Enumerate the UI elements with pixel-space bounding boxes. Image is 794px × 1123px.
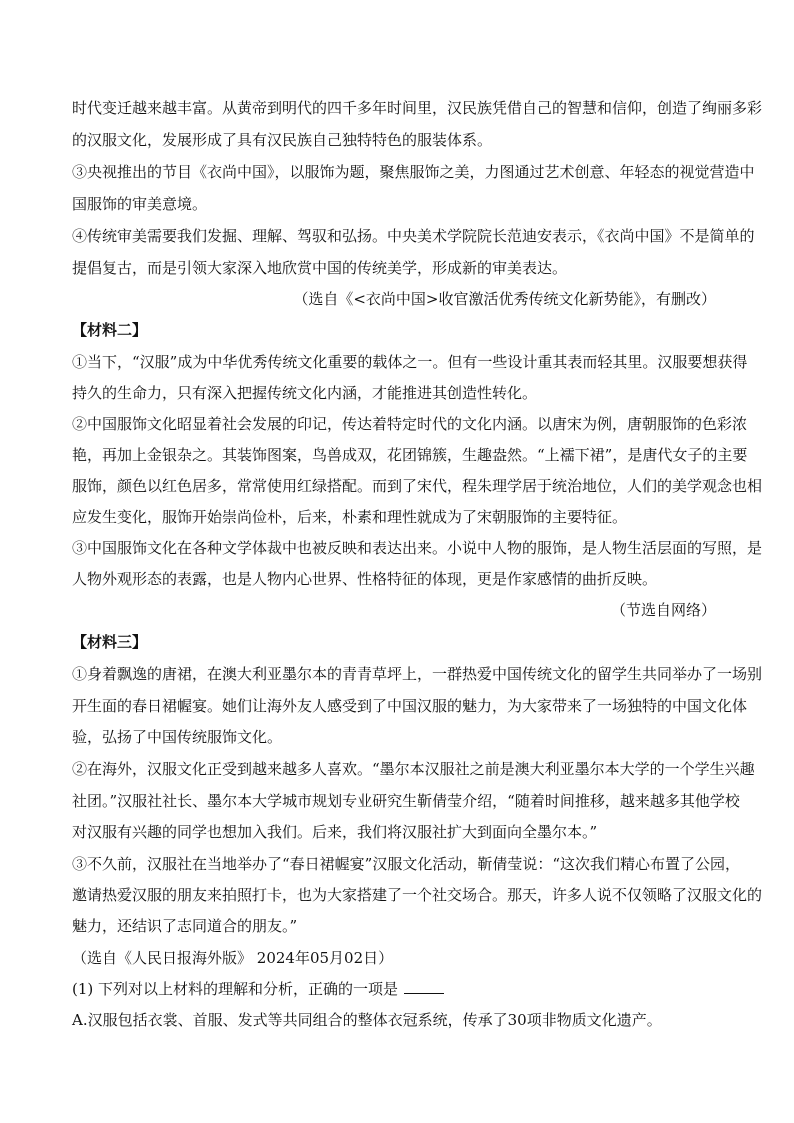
source-citation: （选自《人民日报海外版》 2024年05月02日） bbox=[72, 949, 394, 967]
paragraph-line: ③不久前，汉服社在当地举办了“春日裙幄宴”汉服文化活动，靳倩莹说：“这次我们精心布置了公园， bbox=[72, 855, 741, 873]
source-citation: （选自《<衣尚中国>收官激活优秀传统文化新势能》，有删改） bbox=[293, 290, 716, 308]
paragraph-line: ③中国服饰文化在各种文学体裁中也被反映和表达出来。小说中人物的服饰，是人物生活层面的写照，是 bbox=[72, 539, 763, 557]
paragraph-line: ④传统审美需要我们发掘、理解、驾驭和弘扬。中央美术学院院长范迪安表示，《衣尚中国》不是简单的 bbox=[72, 227, 755, 245]
paragraph-line: 时代变迁越来越丰富。从黄帝到明代的四千多年时间里，汉民族凭借自己的智慧和信仰，创造了绚丽多彩 bbox=[72, 99, 763, 117]
paragraph-line: ①身着飘逸的唐裙，在澳大利亚墨尔本的青青草坪上，一群热爱中国传统文化的留学生共同举办了一场别 bbox=[72, 665, 763, 683]
paragraph-line: 国服饰的审美意境。 bbox=[72, 195, 208, 213]
paragraph-line: 艳，再加上金银杂之。其装饰图案，鸟兽成双，花团锦簇，生趣盎然。“上襦下裙”，是唐代女子的主要 bbox=[72, 446, 748, 464]
paragraph-line: 持久的生命力，只有深入把握传统文化内涵，才能推进其创造性转化。 bbox=[72, 384, 538, 402]
paragraph-line: 应发生变化，服饰开始崇尚俭朴，后来，朴素和理性就成为了宋朝服饰的主要特征。 bbox=[72, 508, 628, 526]
source-citation: （节选自网络） bbox=[610, 601, 716, 619]
question-text: (1) 下列对以上材料的理解和分析，正确的一项是 bbox=[72, 980, 399, 998]
paragraph-line: 魅力，还结识了志同道合的朋友。” bbox=[72, 917, 298, 935]
paragraph-line: 提倡复古，而是引领大家深入地欣赏中国的传统美学，形成新的审美表达。 bbox=[72, 259, 568, 277]
paragraph-line: 人物外观形态的表露，也是人物内心世界、性格特征的体现，更是作家感情的曲折反映。 bbox=[72, 570, 658, 588]
paragraph-line: 验，弘扬了中国传统服饰文化。 bbox=[72, 728, 283, 746]
paragraph-line: ③央视推出的节目《衣尚中国》，以服饰为题，聚焦服饰之美，力图通过艺术创意、年轻态的视觉营造中 bbox=[72, 163, 755, 181]
section-heading-material-2: 【材料二】 bbox=[72, 321, 148, 339]
answer-blank[interactable] bbox=[404, 979, 444, 994]
paragraph-line: 的汉服文化，发展形成了具有汉民族自己独特特色的服装体系。 bbox=[72, 131, 493, 149]
paragraph-line: 社团。”汉服社社长、墨尔本大学城市规划专业研究生靳倩莹介绍，“随着时间推移，越来越多其他学校 bbox=[72, 792, 740, 810]
question-stem bbox=[72, 979, 722, 999]
paragraph-line: ①当下，“汉服”成为中华优秀传统文化重要的载体之一。但有一些设计重其表而轻其里。汉服要想获得 bbox=[72, 353, 748, 371]
section-heading-material-3: 【材料三】 bbox=[72, 633, 148, 651]
paragraph-line: 邀请热爱汉服的朋友来拍照打卡，也为大家搭建了一个社交场合。那天，许多人说不仅领略了汉服文化的 bbox=[72, 886, 763, 904]
paragraph-line: 开生面的春日裙幄宴。她们让海外友人感受到了中国汉服的魅力，为大家带来了一场独特的中国文化体 bbox=[72, 697, 748, 715]
paragraph-line: 服饰，颜色以红色居多，常常使用红绿搭配。而到了宋代，程朱理学居于统治地位，人们的美学观念也相 bbox=[72, 477, 763, 495]
paragraph-line: ②在海外，汉服文化正受到越来越多人喜欢。“墨尔本汉服社之前是澳大利亚墨尔本大学的一个学生兴趣 bbox=[72, 760, 755, 778]
paragraph-line: 对汉服有兴趣的同学也想加入我们。后来，我们将汉服社扩大到面向全墨尔本。” bbox=[72, 823, 598, 841]
option-a: A.汉服包括衣裳、首服、发式等共同组合的整体衣冠系统，传承了30项非物质文化遗产。 bbox=[72, 1011, 662, 1029]
paragraph-line: ②中国服饰文化昭显着社会发展的印记，传达着特定时代的文化内涵。以唐宋为例，唐朝服饰的色彩浓 bbox=[72, 415, 748, 433]
